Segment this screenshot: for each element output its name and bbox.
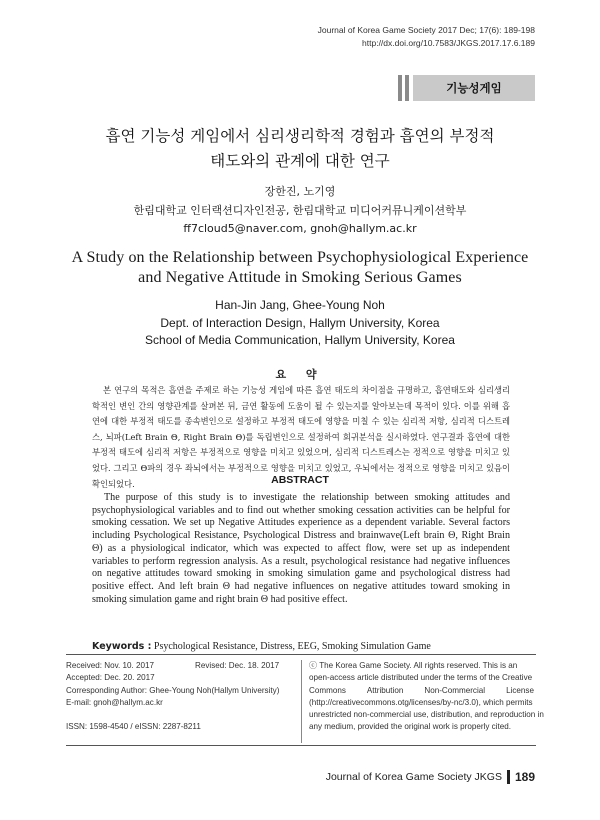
- korean-title-line1: 흡연 기능성 게임에서 심리생리학적 경험과 흡연의 부정적: [105, 127, 495, 145]
- category-label: 기능성게임: [413, 75, 535, 101]
- category-tag: [398, 75, 535, 101]
- journal-citation: Journal of Korea Game Society 2017 Dec; 17(6): 189-198: [317, 25, 535, 35]
- english-title-line1: A Study on the Relationship between Psychophysiological Experience: [71, 249, 529, 266]
- license-word: License: [506, 685, 534, 695]
- license-line: ⓒ The Korea Game Society. All rights reserved. This is an: [309, 661, 518, 670]
- korean-authors-block: [40, 183, 560, 239]
- license-word: Commons: [309, 685, 346, 695]
- english-abstract-heading: ABSTRACT: [271, 474, 329, 486]
- corresponding-email[interactable]: E-mail: gnoh@hallym.ac.kr: [66, 697, 163, 707]
- divider-top: [66, 654, 536, 655]
- footer-journal: Journal of Korea Game Society JKGS: [325, 771, 502, 783]
- korean-abstract-heading: 요 약: [275, 368, 325, 381]
- page-number: 189: [514, 770, 535, 784]
- korean-abstract-text: 본 연구의 목적은 흡연을 주제로 하는 기능성 게임에 따른 흡연 태도의 차이점을 규명하고, 흡연태도와 심리생리학적인 변인 간의 영향관계를 살펴본 뒤, 금연 활동에 도움이 될 수 있는지를 알아보는데 목적이 있다. 이를 위해 흡연에 대한 부정적 태도를 종속변인으로 설정하고 부정적 태도에 영향을 미칠 수 있는 심리적 저항, 심리적 디스트레스, 뇌파(Left Brain Θ, Right Brain Θ)를 독립변인으로 설정하여 회귀분석을 실시하였다. 연구결과 흡연에 대한 부정적 태도에 심리적 저항은 부정적으로 영향을 미치고 있었으며, 심리적 디스트레스는 정적으로 영향을 미치고 있었다. 그리고 Θ파의 경우 좌뇌에서는 부정적으로 영향을 미치고 있었고, 우뇌에서는 정적으로 영향을 미치고 있음이 확인되었다.: [92, 385, 510, 489]
- keywords-text: Psychological Resistance, Distress, EEG, Smoking Simulation Game: [153, 641, 431, 652]
- english-affiliation-2: School of Media Communication, Hallym University, Korea: [145, 333, 455, 347]
- license-line: unrestricted non-commercial use, distribution, and reproduction in: [309, 710, 544, 720]
- received-revised-row: [66, 660, 306, 672]
- corresponding-author: Corresponding Author: Ghee-Young Noh(Hallym University): [66, 685, 280, 695]
- korean-title-line2: 태도와의 관계에 대한 연구: [210, 152, 390, 170]
- korean-author-names: 장한진, 노기영: [264, 185, 336, 198]
- license-line: any medium, provided the original work is properly cited.: [309, 722, 511, 732]
- license-line: [309, 685, 534, 697]
- author-emails: ff7cloud5@naver.com, gnoh@hallym.ac.kr: [183, 222, 417, 235]
- keywords-label: Keywords :: [92, 641, 152, 652]
- english-authors-block: [40, 297, 560, 350]
- license-url-line[interactable]: (http://creativecommons.otg/licenses/by-nc/3.0), which permits: [309, 697, 533, 707]
- english-affiliation-1: Dept. of Interaction Design, Hallym University, Korea: [160, 315, 440, 330]
- divider-bottom: [66, 745, 536, 746]
- doi-link[interactable]: http://dx.doi.org/10.7583/JKGS.2017.17.6.189: [362, 38, 535, 48]
- journal-header: [318, 24, 535, 50]
- keywords: [92, 641, 522, 652]
- received-date: Received: Nov. 10. 2017: [66, 661, 155, 670]
- page-footer: [326, 770, 535, 784]
- footer-bar: [507, 770, 510, 784]
- revised-date: Revised: Dec. 18. 2017: [195, 661, 280, 670]
- license-line: open-access article distributed under the terms of the Creative: [309, 673, 533, 683]
- issn: ISSN: 1598-4540 / eISSN: 2287-8211: [66, 722, 201, 732]
- license-word: Attribution: [366, 685, 404, 695]
- english-abstract-text: The purpose of this study is to investigate the relationship between smoking attitudes and psychophysiological variables and to find out whether smoking cessation activities can be helpful for smoking cessation. We set up Negative Attitudes experience as a dependent variable. Several factors including Psychological Resistance, Psychological Distress and brainwave(Left brain Θ, Right Brain Θ) as a physiological indicator, which was expected to affect flow, were set up as independent variables to perform regression analysis. As a result, psychological resistance had negative influences on negative attitudes toward smoking in smoking simulation game and psychological distress had positive effect. And left brain Θ had negative influences on negative attitudes toward smoking in smoking simulation game and right brain Θ had positive effect.: [92, 492, 510, 605]
- license-notice: [309, 660, 544, 734]
- license-word: Non-Commercial: [424, 685, 486, 695]
- english-title-line2: and Negative Attitude in Smoking Serious Games: [138, 269, 462, 286]
- english-title: [40, 248, 560, 288]
- category-bar: [398, 75, 402, 101]
- english-author-names: Han-Jin Jang, Ghee-Young Noh: [215, 298, 385, 312]
- article-info: [66, 660, 306, 733]
- korean-title: [40, 124, 560, 174]
- accepted-date: Accepted: Dec. 20. 2017: [66, 673, 155, 683]
- korean-affiliation: 한림대학교 인터랙션디자인전공, 한림대학교 미디어커뮤니케이션학부: [133, 203, 467, 217]
- info-separator: [301, 660, 302, 743]
- category-bar: [405, 75, 409, 101]
